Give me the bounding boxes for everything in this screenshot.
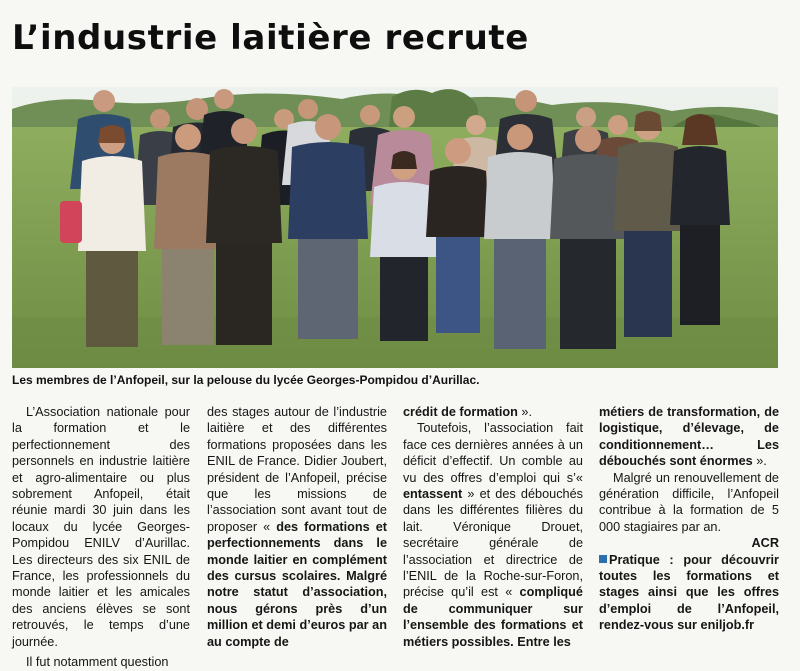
square-bullet-icon [599,555,607,563]
article-column-1 [12,404,190,671]
article-paragraph: métiers de transformation, de logistique, d’élevage, de conditionnement… Les débouchés sont énormes ». [599,405,779,469]
article-paragraph: Toutefois, l’association fait face ces dernières années à un déficit d’effectif. Un comble au vu des offres d’emploi qui s’« entassent » et des débouchés dans les différentes filières du lait. Véronique Drouet, secrétaire générale de l’association et directrice de l’ENIL de la Roche-sur-Foron, précise qu’il est « compliqué de communiquer sur l’ensemble des formations et métiers possibles. Entre les [403,421,583,649]
quote-text: métiers de transformation, de logistique, d’élevage, de conditionnement… Les débouchés sont énormes [599,405,779,469]
article-paragraph: crédit de formation ». [403,405,533,419]
article-paragraph: des stages autour de l’industrie laitière et des différentes formations proposées dans les ENIL de France. Didier Joubert, président de l’Anfopeil, précise que les missions de l’association sont avant tout de proposer « des formations et perfectionnements dans le monde laitier en complément des cursus scolaires. Malgré notre statut d’association, nous gérons près d’un million et demi d’euros par an au compte de [207,405,387,649]
group-photo [12,87,778,368]
article-column-4 [599,404,779,634]
quote-text: entassent [403,487,463,502]
author-signature: ACR [751,536,779,551]
practical-note: Pratique : pour découvrir toutes les formations et stages ainsi que les offres d’emploi de l’Anfopeil, rendez-vous sur eniljob.fr [599,552,779,633]
article-paragraph: L’Association nationale pour la formation et le perfectionnement des personnels en industrie laitière et agro-alimentaire ou plus sobrement Anfopeil, était réunie mardi 30 juin dans les locaux du lycée Georges-Pompidou ENILV d’Aurillac. Les directeurs des six ENIL de France, les professionnels du monde laitier et les amicales des anciens élèves se sont retrouvés, le temps d’une journée. [12,405,190,649]
article-column-3 [403,404,583,650]
quote-text: des formations et perfectionnements dans le monde laitier en complément des cursus scolaires. Malgré notre statut d’association, nous gérons près d’un million et demi d’euros par an au compte de [207,519,387,649]
headline: L’industrie laitière recrute [12,18,529,58]
article-paragraph: Il fut notamment question [26,655,169,670]
article-column-2 [207,404,387,650]
quote-text: compliqué de communiquer sur l’ensemble des formations et métiers possibles. Entre les [403,585,583,649]
article-paragraph: Malgré un renouvellement de génération difficile, l’Anfopeil contribue à la formation de 5 000 stagiaires par an. [599,470,779,534]
quote-text: crédit de formation [403,405,518,419]
photo-caption: Les membres de l’Anfopeil, sur la pelouse du lycée Georges-Pompidou d’Aurillac. [12,373,480,387]
